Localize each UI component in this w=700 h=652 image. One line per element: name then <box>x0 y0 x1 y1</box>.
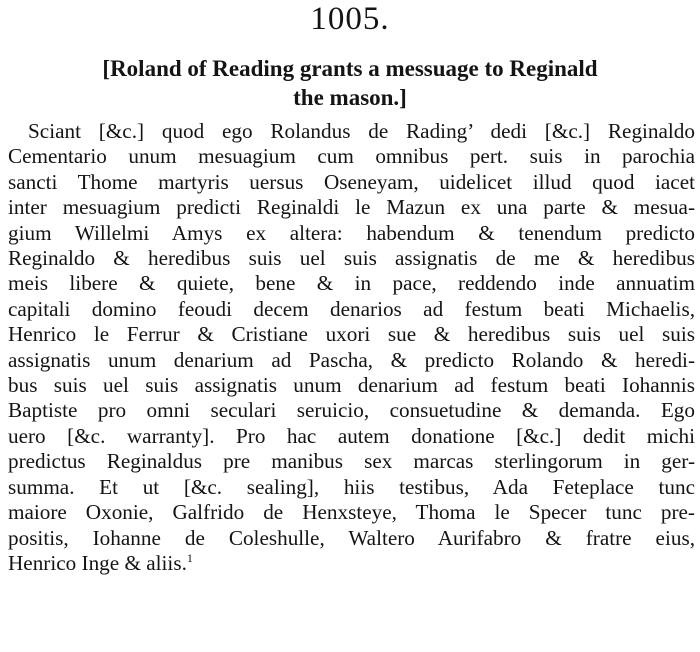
text-line: uero [&c. warranty]. Pro hac autem donatione [&c.] dedit michi <box>8 423 695 448</box>
text-line: Reginaldo & heredibus suis uel suis assignatis de me & heredibus <box>8 246 695 271</box>
text-line-content: Henrico Inge & aliis. <box>8 550 187 575</box>
heading-line-1: [Roland of Reading grants a messuage to Reginald <box>102 56 598 81</box>
text-line: assignatis unum denarium ad Pascha, & predicto Rolando & heredi- <box>8 347 695 372</box>
text-line: Cementario unum mesuagium cum omnibus pert. suis in parochia <box>8 144 695 169</box>
text-line: bus suis uel suis assignatis unum denarium ad festum beati Iohannis <box>8 373 695 398</box>
text-line: sancti Thome martyris uersus Oseneyam, uidelicet illud quod iacet <box>8 169 695 194</box>
charter-text <box>8 119 695 576</box>
text-line: Sciant [&c.] quod ego Rolandus de Rading’ dedi [&c.] Reginaldo <box>28 119 695 143</box>
text-line: predictus Reginaldus pre manibus sex marcas sterlingorum in ger- <box>8 449 695 474</box>
heading-line-2: the mason.] <box>293 85 407 110</box>
charter-heading <box>0 54 700 112</box>
text-line: capitali domino feoudi decem denarios ad festum beati Michaelis, <box>8 296 695 321</box>
charter-number: 1005. <box>310 1 390 37</box>
text-line: meis libere & quiete, bene & in pace, reddendo inde annuatim <box>8 271 695 296</box>
footnote-marker: 1 <box>186 550 193 565</box>
text-line: gium Willelmi Amys ex altera: habendum & tenendum predicto <box>8 220 695 245</box>
text-line: positis, Iohanne de Coleshulle, Waltero Aurifabro & fratre eius, <box>8 525 695 550</box>
text-line: Henrico le Ferrur & Cristiane uxori sue & heredibus suis uel suis <box>8 322 695 347</box>
text-line: maiore Oxonie, Galfrido de Henxsteye, Thoma le Specer tunc pre- <box>8 500 695 525</box>
text-line: summa. Et ut [&c. sealing], hiis testibus, Ada Feteplace tunc <box>8 474 695 499</box>
text-line: Baptiste pro omni seculari seruicio, consuetudine & demanda. Ego <box>8 398 695 423</box>
text-line: inter mesuagium predicti Reginaldi le Mazun ex una parte & mesua- <box>8 195 695 220</box>
last-text-line <box>8 551 695 576</box>
